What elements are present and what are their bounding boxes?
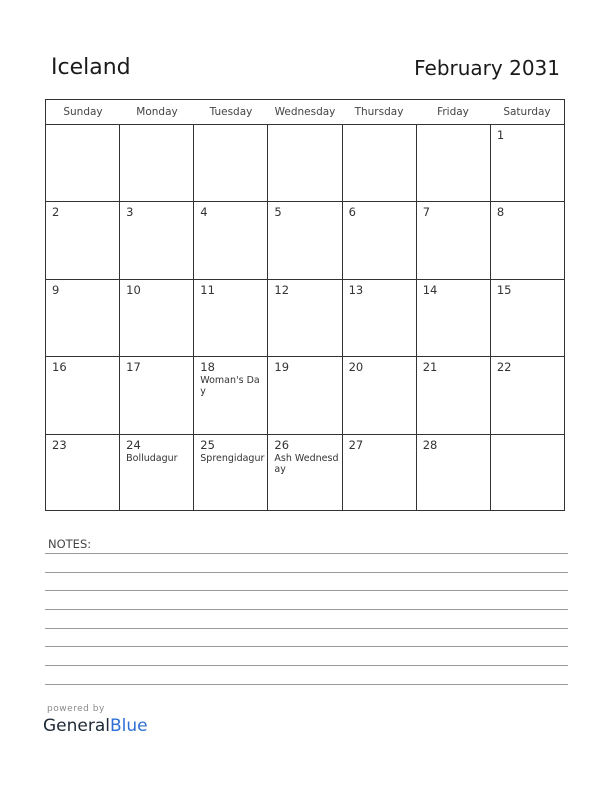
day-number: 13	[348, 282, 364, 297]
day-cell	[417, 202, 491, 278]
day-cell	[194, 125, 268, 201]
week-row	[46, 435, 564, 511]
day-cell	[417, 357, 491, 433]
day-cell	[417, 125, 491, 201]
day-cell	[417, 435, 491, 511]
day-cell	[268, 435, 342, 511]
day-cell	[268, 202, 342, 278]
note-line	[45, 609, 568, 610]
note-line	[45, 628, 568, 629]
calendar-grid	[45, 99, 565, 511]
note-line	[45, 553, 568, 554]
day-number: 1	[496, 128, 505, 142]
day-cell	[491, 357, 564, 433]
day-number: 12	[274, 282, 290, 297]
day-cell	[194, 357, 268, 433]
day-cell	[343, 280, 417, 356]
note-line	[45, 572, 568, 573]
holiday-label: Woman's Day	[200, 375, 260, 398]
day-number: 22	[496, 360, 512, 375]
day-number: 21	[422, 360, 438, 375]
holiday-label: Bolludagur	[126, 452, 178, 464]
day-cell	[343, 125, 417, 201]
day-cell	[120, 280, 194, 356]
day-cell	[343, 435, 417, 511]
note-line	[45, 684, 568, 685]
day-number: 26	[274, 437, 290, 452]
day-number: 10	[126, 282, 141, 297]
day-number: 15	[496, 282, 512, 297]
day-cell	[268, 357, 342, 433]
day-number: 18	[200, 360, 215, 375]
day-cell	[491, 202, 564, 278]
day-cell	[343, 202, 417, 278]
day-cell	[491, 125, 564, 201]
day-number: 16	[52, 360, 67, 375]
day-number: 2	[52, 205, 60, 220]
week-row	[46, 125, 564, 202]
weekday-saturday: Saturday	[503, 106, 551, 118]
weekday-sunday: Sunday	[63, 106, 103, 118]
brand-part-general: General	[43, 716, 110, 736]
weekday-header	[46, 100, 564, 125]
day-number: 28	[422, 437, 438, 452]
day-cell	[491, 280, 564, 356]
day-cell	[268, 280, 342, 356]
day-cell	[46, 125, 120, 201]
day-number: 24	[126, 437, 141, 452]
day-number: 20	[348, 360, 364, 375]
day-cell	[120, 357, 194, 433]
day-number: 7	[422, 205, 431, 220]
day-cell	[120, 125, 194, 201]
weekday-tuesday: Tuesday	[209, 106, 253, 118]
weeks-container	[46, 125, 564, 511]
month-year-title: February 2031	[414, 56, 560, 80]
day-number: 6	[348, 205, 356, 220]
day-cell	[343, 357, 417, 433]
note-line	[45, 590, 568, 591]
day-number: 25	[200, 437, 215, 452]
day-cell	[194, 202, 268, 278]
day-number: 19	[274, 360, 290, 375]
day-cell	[491, 435, 564, 511]
brand-logo	[43, 716, 148, 736]
holiday-label: Sprengidagur	[200, 452, 265, 464]
day-cell	[194, 435, 268, 511]
powered-by-text: powered by	[47, 704, 105, 714]
day-cell	[268, 125, 342, 201]
day-number: 8	[496, 205, 505, 220]
day-cell	[46, 280, 120, 356]
brand-part-blue: Blue	[110, 716, 148, 736]
day-number: 23	[52, 437, 67, 452]
weekday-thursday: Thursday	[354, 106, 404, 118]
week-row	[46, 280, 564, 357]
day-number: 17	[126, 360, 141, 375]
weekday-friday: Friday	[437, 106, 469, 118]
day-cell	[417, 280, 491, 356]
holiday-label: Ash Wednesday	[274, 452, 339, 475]
day-number: 14	[422, 282, 438, 297]
day-cell	[120, 202, 194, 278]
day-cell	[46, 435, 120, 511]
day-cell	[194, 280, 268, 356]
day-number: 5	[274, 205, 282, 220]
note-line	[45, 646, 568, 647]
day-number: 3	[126, 205, 134, 220]
day-cell	[120, 435, 194, 511]
week-row	[46, 357, 564, 434]
weekday-wednesday: Wednesday	[274, 106, 336, 118]
day-number: 11	[200, 282, 215, 297]
week-row	[46, 202, 564, 279]
country-title: Iceland	[51, 55, 131, 80]
day-number: 4	[200, 205, 208, 220]
day-cell	[46, 357, 120, 433]
notes-label: NOTES:	[48, 537, 92, 551]
note-line	[45, 665, 568, 666]
day-number: 9	[52, 282, 60, 297]
day-number: 27	[348, 437, 364, 452]
day-cell	[46, 202, 120, 278]
weekday-monday: Monday	[136, 106, 178, 118]
